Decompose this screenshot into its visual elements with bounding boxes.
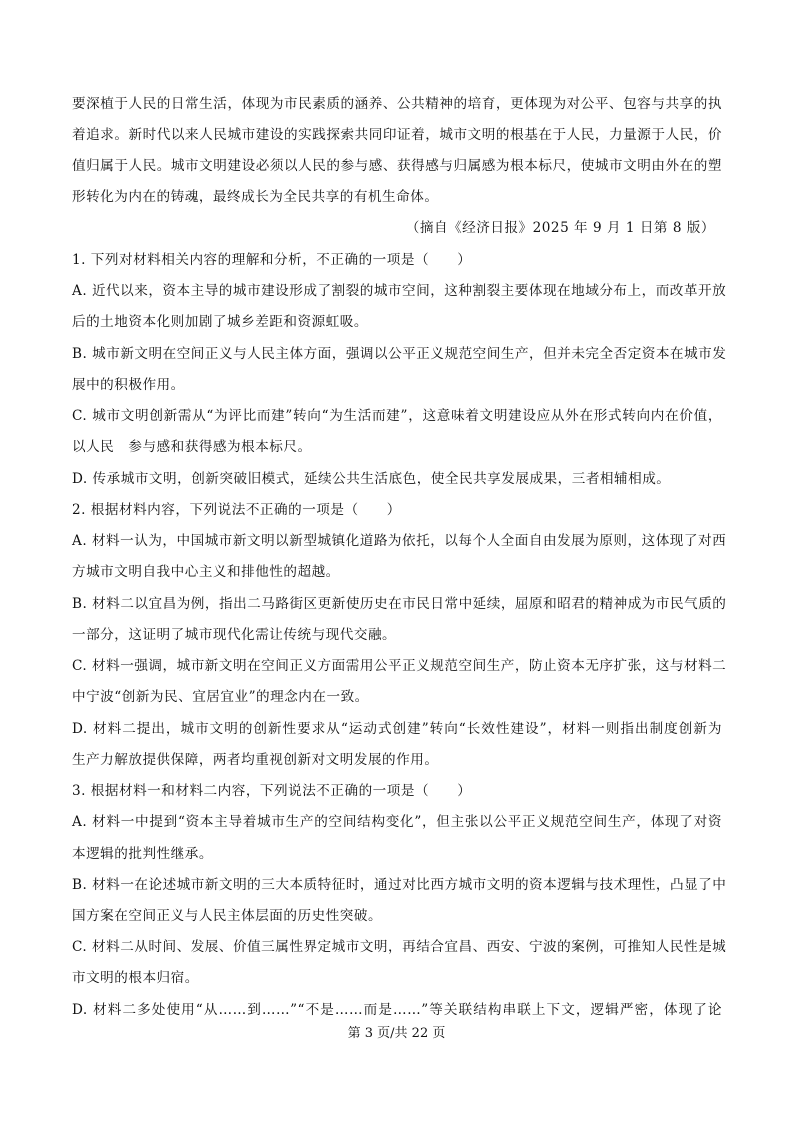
passage-source: （摘自《经济日报》2025 年 9 月 1 日第 8 版） [405,220,715,236]
option-b-cont: 展中的积极作用。 [72,377,185,393]
option-b-cont: 国方案在空间正义与人民主体层面的历史性突破。 [72,908,383,924]
option-b: B. 材料一在论述城市新文明的三大本质特征时，通过对比西方城市文明的资本逻辑与技术理性，凸显了中 [72,877,727,893]
option-d: D. 材料二多处使用“从……到……”“不是……而是……”等关联结构串联上下文，逻辑严密，体现了论 [72,1002,722,1018]
passage-line: 形转化为内在的铸魂，最终成长为全民共享的有机生命体。 [72,189,439,205]
option-b-cont: 一部分，这证明了城市现代化需让传统与现代交融。 [72,627,397,643]
passage-line: 值归属于人民。城市文明建设必须以人民的参与感、获得感与归属感为根本标尺，使城市文明由外在的塑 [72,158,722,174]
option-c: C. 材料一强调，城市新文明在空间正义方面需用公平正义规范空间生产，防止资本无序扩张，这与材料二 [72,658,727,674]
option-c: C. 城市文明创新需从“为评比而建”转向“为生活而建”，这意味着文明建设应从外在形式转向内在价值， [72,408,722,424]
option-b: B. 材料二以宜昌为例，指出二马路街区更新使历史在市民日常中延续，屈原和昭君的精神成为市民气质的 [72,596,727,612]
option-a: A. 材料一认为，中国城市新文明以新型城镇化道路为依托，以每个人全面自由发展为原则，这体现了对西 [72,533,727,549]
page-number: 第 3 页/共 22 页 [347,1026,446,1041]
option-a-cont: 后的土地资本化则加剧了城乡差距和资源虹吸。 [72,314,368,330]
option-d: D. 传承城市文明，创新突破旧模式，延续公共生活底色，使全民共享发展成果，三者相辅相成。 [72,471,671,487]
option-b: B. 城市新文明在空间正义与人民主体方面，强调以公平正义规范空间生产，但并未完全否定资本在城市发 [72,346,727,362]
passage-line: 着追求。新时代以来人民城市建设的实践探索共同印证着，城市文明的根基在于人民，力量源于人民，价 [72,127,722,143]
option-c: C. 材料二从时间、发展、价值三属性界定城市文明，再结合宜昌、西安、宁波的案例，可推知人民性是城 [72,939,727,955]
option-a: A. 材料一中提到“资本主导着城市生产的空间结构变化”，但主张以公平正义规范空间生产，体现了对资 [72,814,722,830]
option-d: D. 材料二提出，城市文明的创新性要求从“运动式创建”转向“长效性建设”，材料一则指出制度创新为 [72,721,722,737]
option-a-cont: 方城市文明自我中心主义和排他性的超越。 [72,564,340,580]
question-stem: 2. 根据材料内容，下列说法不正确的一项是（ ） [72,502,401,518]
passage-line: 要深植于人民的日常生活，体现为市民素质的涵养、公共精神的培育，更体现为对公平、包容与共享的执 [72,96,722,112]
option-c-cont: 以人民 参与感和获得感为根本标尺。 [72,439,312,455]
question-stem: 1. 下列对材料相关内容的理解和分析，不正确的一项是（ ） [72,252,472,268]
option-c-cont: 中宁波“创新为民、宜居宜业”的理念内在一致。 [72,689,369,705]
option-a: A. 近代以来，资本主导的城市建设形成了割裂的城市空间，这种割裂主要体现在地域分布上，而改革开放 [72,283,727,299]
option-c-cont: 市文明的根本归宿。 [72,970,199,986]
question-stem: 3. 根据材料一和材料二内容，下列说法不正确的一项是（ ） [72,783,472,799]
option-d-cont: 生产力解放提供保障，两者均重视创新对文明发展的作用。 [72,752,439,768]
option-a-cont: 本逻辑的批判性继承。 [72,846,213,862]
